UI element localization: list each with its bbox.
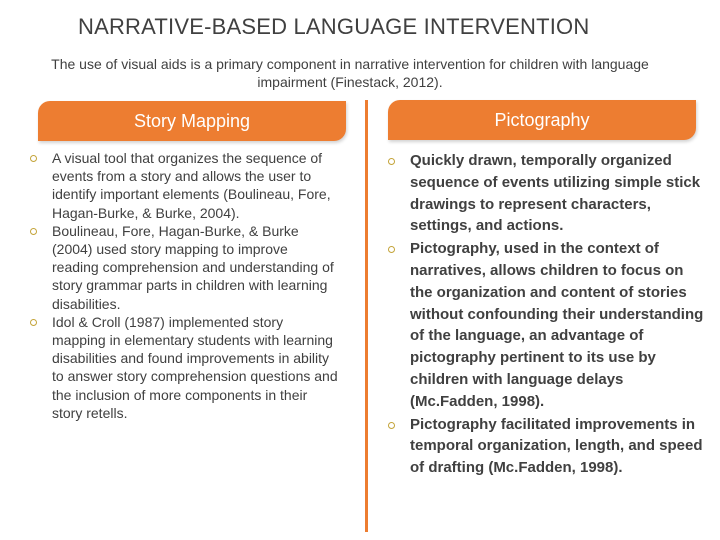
bullet-circle-icon xyxy=(388,422,395,429)
list-item xyxy=(388,238,708,412)
bullet-circle-icon xyxy=(30,155,37,162)
list-item xyxy=(30,222,338,313)
list-item xyxy=(388,414,708,479)
pictography-heading-label: Pictography xyxy=(494,109,590,130)
list-item-text: Idol & Croll (1987) implemented story mapping in elementary students with learning disabilities and found improvements in ability to answer story comprehension questions and the inclusion of more components in their story retells. xyxy=(52,313,338,421)
slide-subtitle: The use of visual aids is a primary component in narrative intervention for children with language impairment (Finestack, 2012). xyxy=(51,56,649,90)
bullet-circle-icon xyxy=(30,228,37,235)
bullet-circle-icon xyxy=(388,246,395,253)
bullet-circle-icon xyxy=(30,319,37,326)
list-item-text: Pictography, used in the context of narratives, allows children to focus on the organization and content of stories without confounding their understanding of the language, an advantage of pictography pertinent to its use by children with language delays (Mc.Fadden, 1998). xyxy=(410,240,704,410)
story-mapping-list xyxy=(30,149,338,422)
list-item xyxy=(388,150,708,237)
list-item xyxy=(30,149,338,222)
slide-title: NARRATIVE-BASED LANGUAGE INTERVENTION xyxy=(78,14,590,39)
story-mapping-heading xyxy=(38,101,346,141)
column-divider xyxy=(365,100,368,532)
list-item-text: Pictography facilitated improvements in temporal organization, length, and speed of drafting (Mc.Fadden, 1998). xyxy=(410,415,703,477)
list-item-text: Boulineau, Fore, Hagan-Burke, & Burke (2004) used story mapping to improve reading comprehension and understanding of story grammar parts in children with learning disabilities. xyxy=(52,222,334,312)
pictography-heading xyxy=(388,100,696,140)
bullet-circle-icon xyxy=(388,158,395,165)
story-mapping-heading-label: Story Mapping xyxy=(133,110,251,131)
list-item-text: Quickly drawn, temporally organized sequence of events utilizing simple stick drawings to represent characters, settings, and actions. xyxy=(410,152,701,235)
list-item xyxy=(30,313,338,422)
pictography-list xyxy=(388,150,708,479)
list-item-text: A visual tool that organizes the sequence of events from a story and allows the user to identify important elements (Boulineau, Fore, Hagan-Burke, & Burke, 2004). xyxy=(52,150,331,221)
